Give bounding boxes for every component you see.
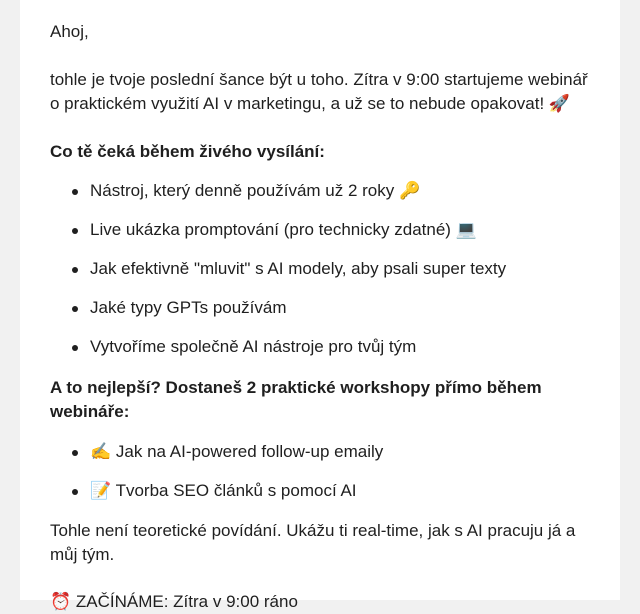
list-item: Live ukázka promptování (pro technicky zdatné) 💻 — [50, 218, 600, 242]
list-item: Vytvoříme společně AI nástroje pro tvůj tým — [50, 335, 600, 359]
closing-paragraph: Tohle není teoretické povídání. Ukážu ti real-time, jak s AI pracuju já a můj tým. — [50, 521, 576, 564]
workshops-heading: A to nejlepší? Dostaneš 2 praktické workshopy přímo během webináře: — [50, 378, 542, 421]
live-section-heading: Co tě čeká během živého vysílání: — [50, 142, 325, 161]
list-item: ✍️ Jak na AI-powered follow-up emaily — [50, 440, 600, 464]
list-item: 📝 Tvorba SEO článků s pomocí AI — [50, 479, 600, 503]
list-item: Jaké typy GPTs používám — [50, 296, 600, 320]
intro-paragraph: tohle je tvoje poslední šance být u toho. Zítra v 9:00 startujeme webinář o praktickém využití AI v marketingu, a už se to nebude opakovat! 🚀 — [50, 70, 588, 113]
live-agenda-list — [50, 179, 600, 374]
start-time-line: ⏰ ZAČÍNÁME: Zítra v 9:00 ráno — [50, 592, 298, 611]
email-body — [20, 0, 620, 611]
greeting-text: Ahoj, — [50, 22, 89, 41]
list-item: Jak efektivně "mluvit" s AI modely, aby psali super texty — [50, 257, 600, 281]
workshop-list — [50, 440, 600, 518]
list-item: Nástroj, který denně používám už 2 roky 🔑 — [50, 179, 600, 203]
